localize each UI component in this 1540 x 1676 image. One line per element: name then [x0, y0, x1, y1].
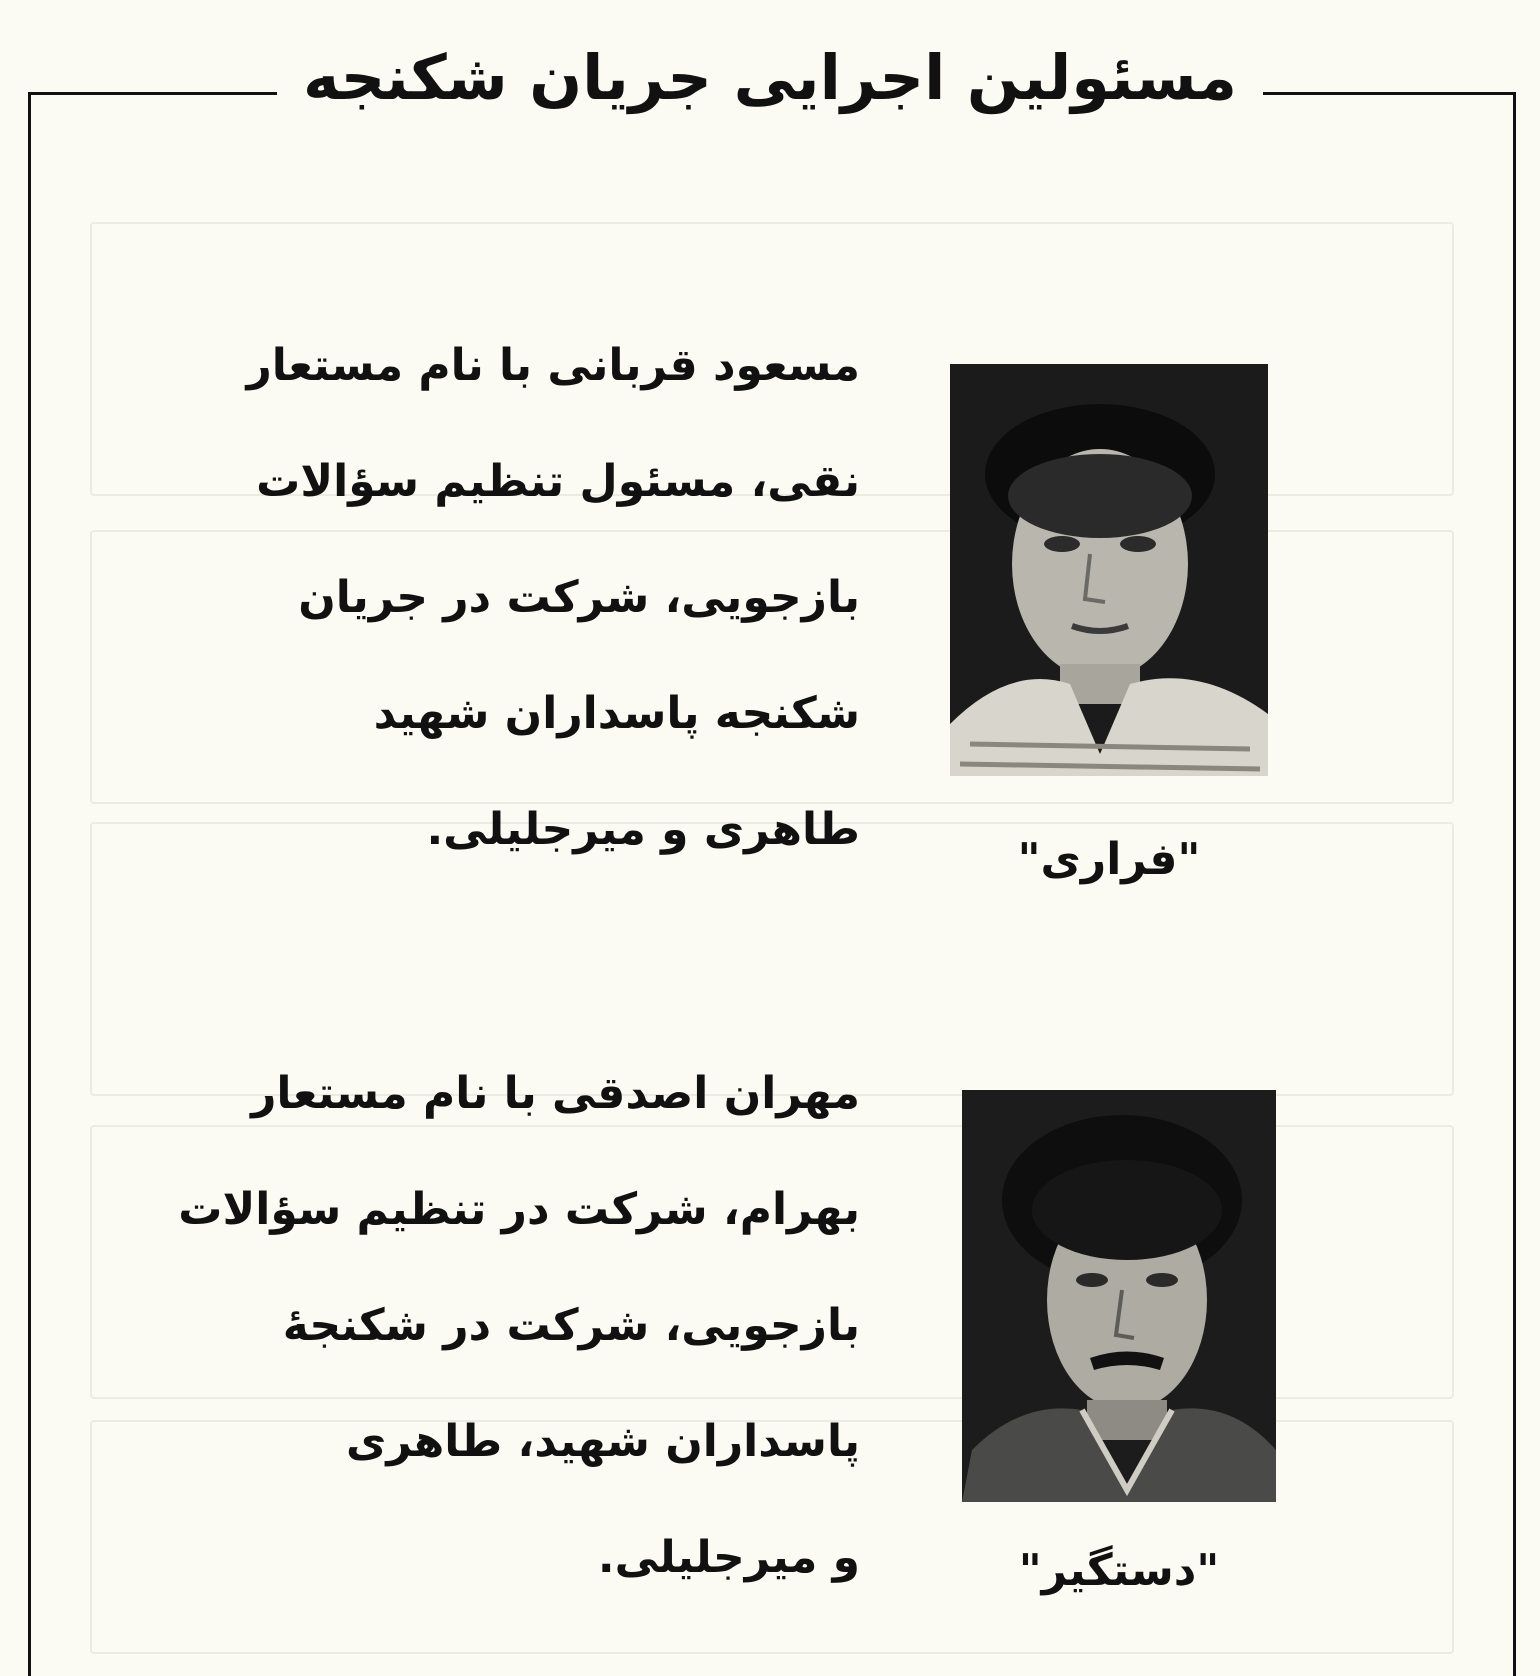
entry-2-line-5: و میرجلیلی.	[597, 1532, 860, 1583]
entry-2-line-1: مهران اصدقی با نام مستعار	[251, 1068, 860, 1119]
page-title: مسئولین اجرایی جریان شکنجه	[277, 28, 1263, 128]
title-area	[0, 28, 1540, 128]
entry-1-line-3: بازجویی، شرکت در جریان	[298, 572, 860, 623]
status-caption-1: "فراری"	[1017, 834, 1201, 885]
portrait-1-drawing	[950, 364, 1268, 776]
entry-2-line-4: پاسداران شهید، طاهری	[346, 1416, 860, 1467]
entry-1-line-2: نقی، مسئول تنظیم سؤالات	[256, 456, 860, 507]
status-caption-2: "دستگیر"	[1018, 1545, 1220, 1596]
portrait-2-drawing	[962, 1090, 1276, 1502]
entry-1-line-1: مسعود قربانی با نام مستعار	[246, 340, 860, 391]
entry-2-line-3: بازجویی، شرکت در شکنجهٔ	[282, 1300, 860, 1351]
entry-1-text	[220, 308, 860, 888]
entry-2-line-2: بهرام، شرکت در تنظیم سؤالات	[178, 1184, 860, 1235]
entry-1-line-4: شکنجه پاسداران شهید	[373, 688, 860, 739]
portrait-photo-1	[950, 364, 1268, 776]
portrait-photo-2	[962, 1090, 1276, 1502]
entry-1-line-5: طاهری و میرجلیلی.	[426, 804, 860, 855]
entry-2-text	[178, 1036, 860, 1616]
